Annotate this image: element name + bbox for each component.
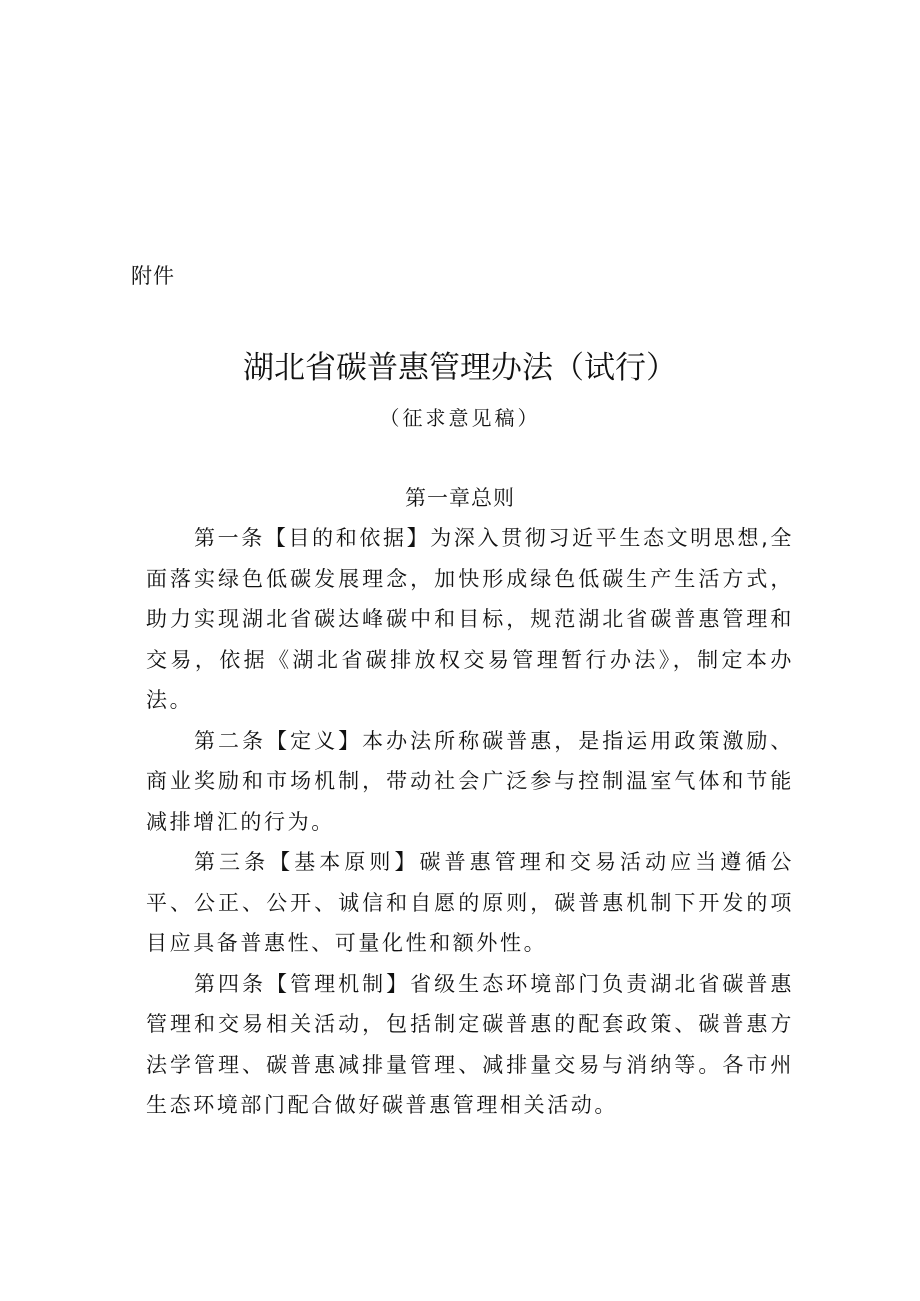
document-title: 湖北省碳普惠管理办法（试行） bbox=[243, 350, 677, 386]
article-1: 第一条【目的和依据】为深入贯彻习近平生态文明思想,全面落实绿色低碳发展理念，加快形成绿色低碳生产生活方式，助力实现湖北省碳达峰碳中和目标，规范湖北省碳普惠管理和交易，依据《湖北省碳排放权交易管理暂行办法》，制定本办法。 bbox=[146, 526, 794, 712]
document-subtitle: （征求意见稿） bbox=[379, 406, 541, 430]
article-3: 第三条【基本原则】碳普惠管理和交易活动应当遵循公平、公正、公开、诚信和自愿的原则，碳普惠机制下开发的项目应具备普惠性、可量化性和额外性。 bbox=[146, 850, 794, 955]
chapter-heading: 第一章总则 bbox=[405, 486, 515, 510]
document-body bbox=[146, 518, 794, 1126]
attachment-label: 附件 bbox=[131, 264, 175, 288]
article-2: 第二条【定义】本办法所称碳普惠，是指运用政策激励、商业奖励和市场机制，带动社会广泛参与控制温室气体和节能减排增汇的行为。 bbox=[146, 728, 794, 834]
article-4: 第四条【管理机制】省级生态环境部门负责湖北省碳普惠管理和交易相关活动，包括制定碳普惠的配套政策、碳普惠方法学管理、碳普惠减排量管理、减排量交易与消纳等。各市州生态环境部门配合做好碳普惠管理相关活动。 bbox=[146, 971, 794, 1117]
